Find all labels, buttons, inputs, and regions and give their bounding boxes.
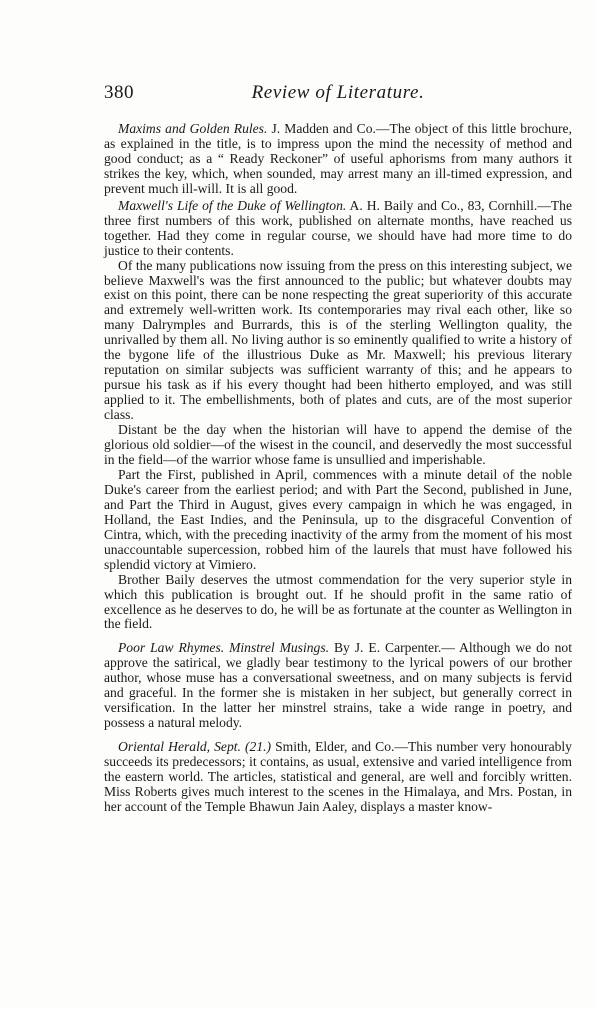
review-title: Oriental Herald, Sept. (21.) (118, 739, 272, 755)
page-header (104, 82, 572, 108)
review-paragraph (104, 423, 572, 468)
review-poor-law-rhymes (104, 641, 572, 731)
article-body (104, 122, 572, 815)
review-paragraph (104, 573, 572, 633)
review-title: Maxwell's Life of the Duke of Wellington. (118, 197, 347, 213)
review-text: Smith, Elder, and Co.—This number very honourably succeeds its predecessors; it contains, as usual, extensive and varied intelligence from the eastern world. The articles, statistical and general, are well and forcibly written. Miss Roberts gives much interest to the scenes in the Himalaya, and Mrs. Postan, in her account of the Temple Bhawun Jain Aaley, displays a master know- (104, 739, 572, 814)
review-text: By J. E. Carpenter.— Although we do not approve the satirical, we gladly bear testimony to the lyrical powers of our brother author, whose muse has a conversational sweetness, and on many subjects is fervid and graceful. In the former she is mistaken in her subject, but generally correct in versification. In the latter her minstrel strains, take a wide range in poetry, and possess a natural melody. (104, 640, 572, 731)
review-paragraph (104, 468, 572, 573)
review-paragraph (104, 259, 572, 423)
page-number: 380 (104, 82, 134, 103)
running-title: Review of Literature. (251, 82, 425, 103)
review-text: A. H. Baily and Co., 83, Cornhill.—The three first numbers of this work, published on alternate months, have reached us together. Had they come in regular course, we should have had more time to do justice to their contents. (104, 197, 572, 258)
review-title: Poor Law Rhymes. Minstrel Musings. (118, 640, 330, 656)
review-text: Distant be the day when the historian will have to append the demise of the glorious old soldier—of the wisest in the council, and deservedly the most successful in the field—of the warrior whose fame is unsullied and imperishable. (104, 422, 572, 467)
review-maxims (104, 122, 572, 197)
review-oriental-herald (104, 740, 572, 815)
review-maxwell (104, 199, 572, 259)
review-text: Brother Baily deserves the utmost commendation for the very superior style in which this publication is brought out. If he should profit in the same ratio of excellence as he deserves to do, he will be as fortunate at the counter as Wellington in the field. (104, 571, 572, 632)
review-text: J. Madden and Co.—The object of this little brochure, as explained in the title, is to impress upon the mind the necessity of method and good conduct; as a “ Ready Reckoner” of useful aphorisms from many authors it strikes the key, which, when sounded, may arrest many an ill-timed expression, and prevent much ill-will. It is all good. (104, 121, 572, 196)
review-text: Of the many publications now issuing from the press on this interesting subject, we believe Maxwell's was the first announced to the public; but whatever doubts may exist on this point, there can be none respecting the great superiority of this accurate and extremely well-written work. Its contemporaries may rival each other, like so many Dalrymples and Burrards, this is of the sterling Wellington quality, the unrivalled by them all. No living author is so eminently qualified to write a history of the bygone life of the illustrious Duke as Mr. Maxwell; his previous literary reputation on similar subjects was sufficient warranty of this; and he appears to pursue his task as if his every thought had been hitherto employed, and was still applied to it. The embellishments, both of plates and cuts, are of the most superior class. (104, 257, 572, 423)
review-title: Maxims and Golden Rules. (118, 121, 268, 136)
review-text: Part the First, published in April, commences with a minute detail of the noble Duke's career from the earliest period; and with Part the Second, published in June, and Part the Third in August, gives every campaign in which he was engaged, in Holland, the East Indies, and the Peninsula, up to the disgraceful Convention of Cintra, which, with the preceding inactivity of the army from the moment of his most unaccountable supercession, robbed him of the laurels that must have followed his splendid victory at Vimiero. (104, 466, 572, 572)
